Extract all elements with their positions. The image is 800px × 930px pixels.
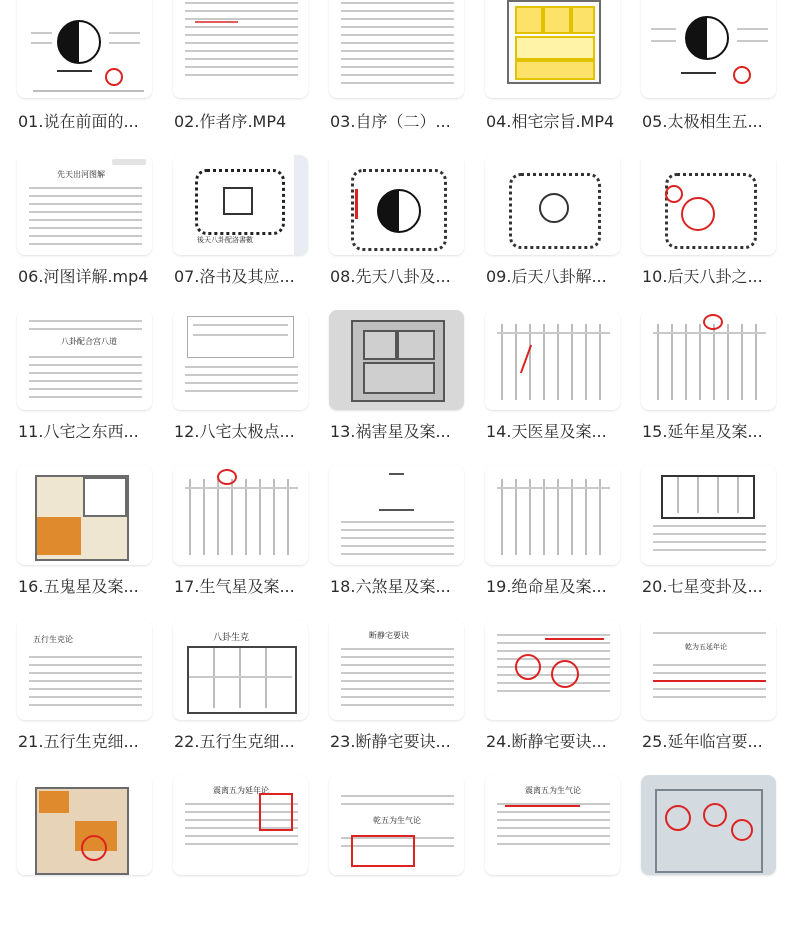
video-thumbnail[interactable] [329, 775, 464, 875]
video-tile[interactable] [327, 620, 482, 775]
video-thumbnail[interactable] [329, 620, 464, 720]
video-tile[interactable] [171, 465, 326, 620]
thumb-page-title: 乾五为生气论 [373, 816, 421, 825]
video-tile[interactable] [171, 310, 326, 465]
video-tile[interactable] [15, 0, 170, 155]
video-tile[interactable] [483, 465, 638, 620]
video-thumbnail[interactable] [17, 775, 152, 875]
video-tile[interactable] [639, 155, 794, 310]
video-title[interactable]: 23.断静宅要诀... [330, 732, 451, 751]
video-thumbnail[interactable] [329, 310, 464, 410]
video-thumbnail[interactable] [485, 0, 620, 98]
thumb-caption: 後天八卦配洛書數 [197, 236, 253, 244]
video-title[interactable]: 15.延年星及案... [642, 422, 763, 441]
video-tile[interactable] [327, 465, 482, 620]
thumb-page-title: 震离五为生气论 [525, 786, 581, 795]
video-thumbnail[interactable] [641, 310, 776, 410]
video-tile[interactable] [483, 310, 638, 465]
video-tile[interactable] [639, 465, 794, 620]
video-thumbnail[interactable] [173, 620, 308, 720]
video-tile[interactable] [15, 310, 170, 465]
video-title[interactable]: 22.五行生克细... [174, 732, 295, 751]
video-thumbnail[interactable] [173, 310, 308, 410]
video-title[interactable]: 17.生气星及案... [174, 577, 295, 596]
thumb-page-title: 五行生克论 [33, 635, 73, 644]
thumb-page-title: 震离五为延年论 [213, 786, 269, 795]
video-thumbnail[interactable] [173, 775, 308, 875]
video-title[interactable]: 21.五行生克细... [18, 732, 139, 751]
video-title[interactable]: 05.太极相生五... [642, 112, 763, 131]
video-tile[interactable] [327, 155, 482, 310]
video-tile[interactable] [639, 310, 794, 465]
video-thumbnail[interactable] [641, 0, 776, 98]
video-title[interactable]: 10.后天八卦之... [642, 267, 763, 286]
video-title[interactable]: 20.七星变卦及... [642, 577, 763, 596]
video-title[interactable]: 12.八宅太极点... [174, 422, 295, 441]
taiji-icon [57, 20, 101, 64]
video-thumbnail[interactable] [485, 310, 620, 410]
video-thumbnail[interactable] [485, 465, 620, 565]
video-title[interactable]: 08.先天八卦及... [330, 267, 451, 286]
taiji-icon [685, 16, 729, 60]
video-thumbnail[interactable] [173, 465, 308, 565]
thumb-page-title: 先天出河图解 [57, 170, 105, 179]
video-tile[interactable] [171, 775, 326, 930]
video-tile[interactable] [327, 310, 482, 465]
video-title[interactable]: 24.断静宅要诀... [486, 732, 607, 751]
video-title[interactable]: 06.河图详解.mp4 [18, 267, 149, 286]
video-thumbnail[interactable] [485, 620, 620, 720]
thumb-page-title: 八卦生克 [213, 633, 250, 643]
video-title[interactable]: 07.洛书及其应... [174, 267, 295, 286]
video-title[interactable]: 16.五鬼星及案... [18, 577, 139, 596]
video-thumbnail[interactable] [641, 155, 776, 255]
video-tile[interactable] [15, 775, 170, 930]
thumb-page-title: 乾为五延年论 [685, 643, 727, 651]
video-thumbnail[interactable] [173, 155, 308, 255]
thumb-page-title: 八卦配合宫八道 [61, 337, 117, 346]
video-thumbnail[interactable] [17, 310, 152, 410]
video-tile[interactable] [639, 775, 794, 930]
video-tile[interactable] [15, 620, 170, 775]
video-thumbnail[interactable] [329, 465, 464, 565]
video-thumbnail[interactable] [485, 775, 620, 875]
video-title[interactable]: 14.天医星及案... [486, 422, 607, 441]
video-title[interactable]: 13.祸害星及案... [330, 422, 451, 441]
video-tile[interactable] [15, 155, 170, 310]
video-tile[interactable] [483, 0, 638, 155]
video-thumbnail[interactable] [641, 620, 776, 720]
video-title[interactable]: 04.相宅宗旨.MP4 [486, 112, 615, 131]
video-tile[interactable] [483, 775, 638, 930]
video-tile[interactable] [639, 620, 794, 775]
video-title[interactable]: 11.八宅之东西... [18, 422, 139, 441]
video-title[interactable]: 01.说在前面的... [18, 112, 139, 131]
video-tile[interactable] [171, 0, 326, 155]
video-title[interactable]: 09.后天八卦解... [486, 267, 607, 286]
taiji-icon [377, 189, 421, 233]
video-tile[interactable] [483, 620, 638, 775]
video-tile[interactable] [327, 775, 482, 930]
video-title[interactable]: 02.作者序.MP4 [174, 112, 287, 131]
video-thumbnail[interactable] [173, 0, 308, 98]
video-tile[interactable] [171, 620, 326, 775]
video-title[interactable]: 25.延年临宫要... [642, 732, 763, 751]
video-title[interactable]: 19.绝命星及案... [486, 577, 607, 596]
video-thumbnail[interactable] [17, 0, 152, 98]
video-title[interactable]: 18.六煞星及案... [330, 577, 451, 596]
video-title[interactable]: 03.自序（二）... [330, 112, 451, 131]
video-tile[interactable] [171, 155, 326, 310]
video-tile[interactable] [15, 465, 170, 620]
video-tile[interactable] [639, 0, 794, 155]
video-thumbnail[interactable] [17, 155, 152, 255]
video-thumbnail[interactable] [641, 465, 776, 565]
video-thumbnail[interactable] [641, 775, 776, 875]
video-tile[interactable] [483, 155, 638, 310]
thumb-page-title: 断静宅要诀 [369, 631, 409, 640]
video-thumbnail[interactable] [485, 155, 620, 255]
video-thumbnail[interactable] [329, 155, 464, 255]
video-tile[interactable] [327, 0, 482, 155]
video-thumbnail[interactable] [17, 620, 152, 720]
video-thumbnail[interactable] [329, 0, 464, 98]
video-thumbnail[interactable] [17, 465, 152, 565]
